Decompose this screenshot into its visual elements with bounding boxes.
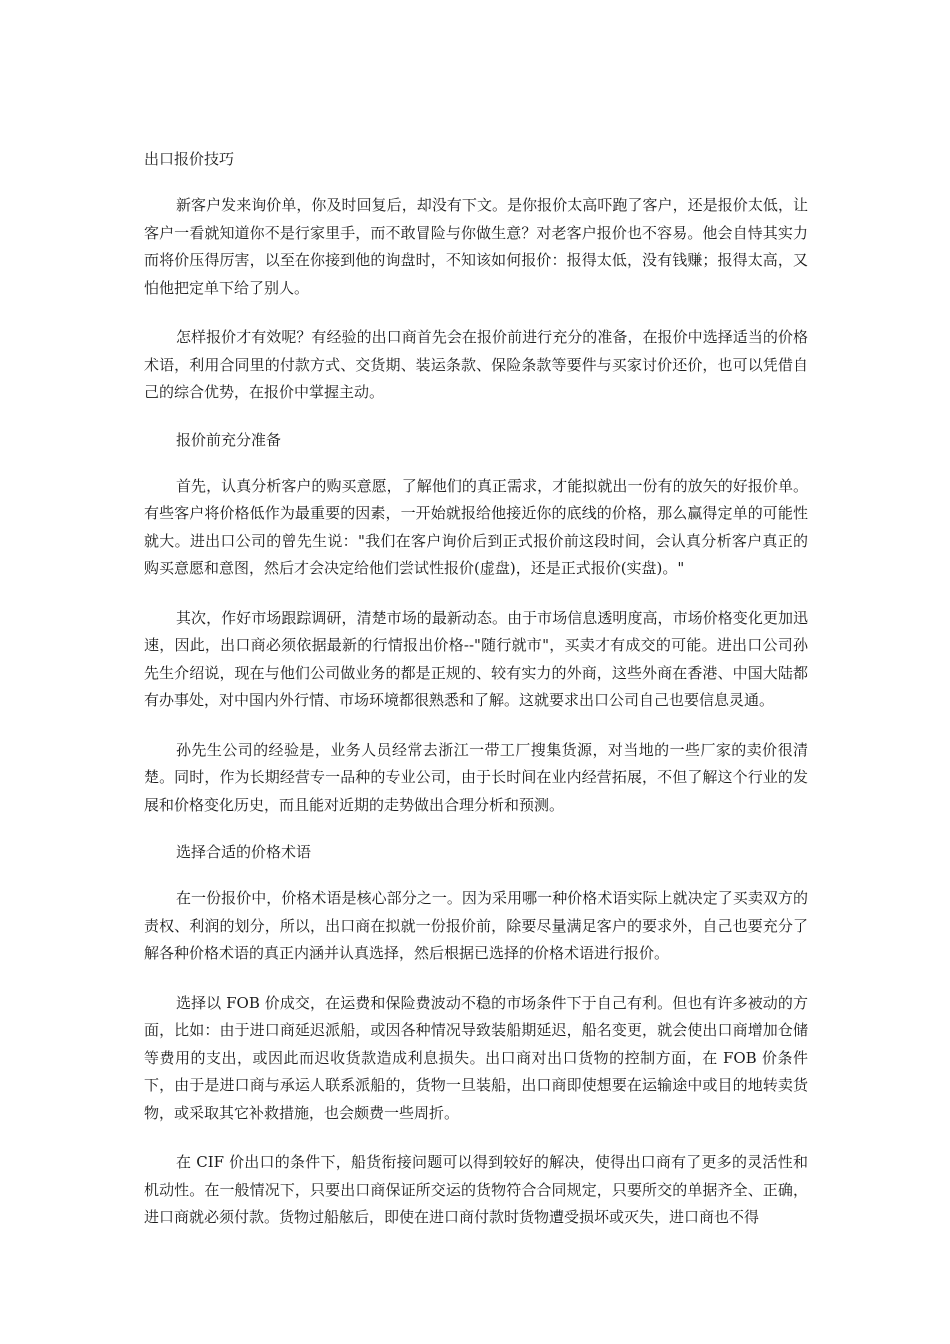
paragraph-fob: 选择以 FOB 价成交，在运费和保险费波动不稳的市场条件下于自己有利。但也有许多被动的方面，比如：由于进口商延迟派船，或因各种情况导致装船期延迟，船名变更，就会使出口商增加仓储等费用的支出，或因此而迟收货款造成利息损失。出口商对出口货物的控制方面，在 FOB 价条件下，由于是进口商与承运人联系派船的，货物一旦装船，出口商即使想要在运输途中或目的地转卖货物，或采取其它补救措施，也会颇费一些周折。	[144, 993, 808, 1122]
section-heading-price-terms: 选择合适的价格术语	[176, 843, 312, 861]
paragraph-intro-1: 新客户发来询价单，你及时回复后，却没有下文。是你报价太高吓跑了客户，还是报价太低，让客户一看就知道你不是行家里手，而不敢冒险与你做生意？对老客户报价也不容易。他会自恃其实力而将价压得厉害，以至在你接到他的询盘时，不知该如何报价：报得太低，没有钱赚；报得太高，又怕他把定单下给了别人。	[144, 196, 808, 297]
paragraph-cif: 在 CIF 价出口的条件下，船货衔接问题可以得到较好的解决，使得出口商有了更多的灵活性和机动性。在一般情况下，只要出口商保证所交运的货物符合合同规定，只要所交的单据齐全、正确，进口商就必须付款。货物过船舷后，即使在进口商付款时货物遭受损坏或灭失，进口商也不得	[144, 1153, 808, 1226]
section-heading-preparation: 报价前充分准备	[176, 430, 282, 449]
document-title: 出口报价技巧	[144, 150, 235, 168]
paragraph-preparation-2: 其次，作好市场跟踪调研，清楚市场的最新动态。由于市场信息透明度高，市场价格变化更加迅速，因此，出口商必须依据最新的行情报出价格--"随行就市"，买卖才有成交的可能。进出口公司孙先生介绍说，现在与他们公司做业务的都是正规的、较有实力的外商，这些外商在香港、中国大陆都有办事处，对中国内外行情、市场环境都很熟悉和了解。这就要求出口公司自己也要信息灵通。	[144, 608, 808, 709]
paragraph-preparation-1: 首先，认真分析客户的购买意愿，了解他们的真正需求，才能拟就出一份有的放矢的好报价单。有些客户将价格低作为最重要的因素，一开始就报给他接近你的底线的价格，那么赢得定单的可能性就大。进出口公司的曾先生说："我们在客户询价后到正式报价前这段时间，会认真分析客户真正的购买意愿和意图，然后才会决定给他们尝试性报价(虚盘)，还是正式报价(实盘)。"	[144, 476, 808, 577]
paragraph-intro-2: 怎样报价才有效呢？有经验的出口商首先会在报价前进行充分的准备，在报价中选择适当的价格术语，利用合同里的付款方式、交货期、装运条款、保险条款等要件与买家讨价还价，也可以凭借自己的综合优势，在报价中掌握主动。	[144, 328, 808, 401]
paragraph-preparation-3: 孙先生公司的经验是，业务人员经常去浙江一带工厂搜集货源，对当地的一些厂家的卖价很清楚。同时，作为长期经营专一品种的专业公司，由于长时间在业内经营拓展，不但了解这个行业的发展和价格变化历史，而且能对近期的走势做出合理分析和预测。	[144, 740, 808, 814]
document-content	[144, 148, 808, 1254]
paragraph-price-terms-1: 在一份报价中，价格术语是核心部分之一。因为采用哪一种价格术语实际上就决定了买卖双方的责权、利润的划分，所以，出口商在拟就一份报价前，除要尽量满足客户的要求外，自己也要充分了解各种价格术语的真正内涵并认真选择，然后根据已选择的价格术语进行报价。	[144, 889, 808, 962]
